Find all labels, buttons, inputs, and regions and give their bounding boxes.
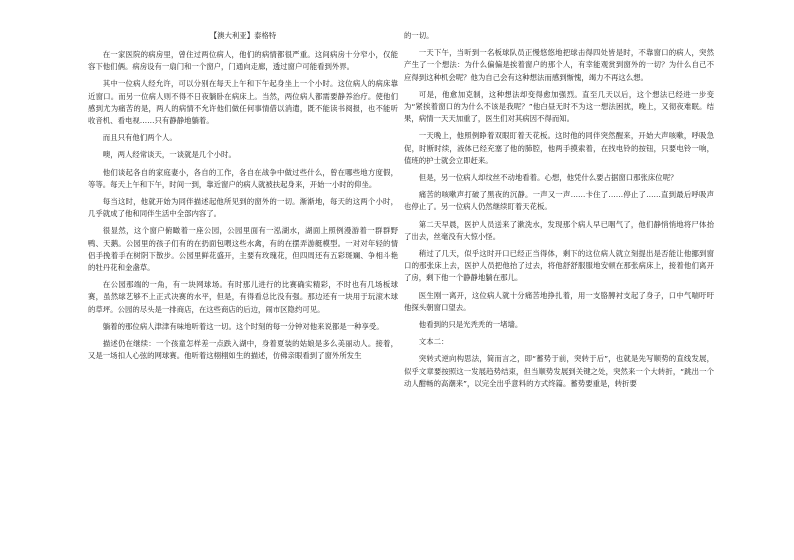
paragraph: 一天晚上，他照例睁着双眼盯着天花板。这时他的同伴突然醒来，开始大声咳嗽，呼吸急促，时断时续，液体已经充塞了他的肺腔，他两手摸索着，在找电铃的按钮，只要电铃一响，值班的护士就会立即赶来。 xyxy=(404,131,714,165)
paragraph: 在公园那端的一角，有一块网球场。有时那儿进行的比赛确实精彩，不时也有几场板球赛，虽然球艺够不上正式决赛的水平，但是，有得看总比没有强。那边还有一块用于玩滚木球的草坪。公园的尽头是一排商店，在这些商店的后边，闹市区隐约可见。 xyxy=(88,280,398,314)
paragraph: 躺着的那位病人津津有味地听着这一切。这个时刻的每一分钟对他来说都是一种享受。 xyxy=(102,321,384,331)
right-column xyxy=(404,30,714,395)
paragraph: 突转式逆向构思法，简而言之，即“蓄势于前，突转于后”，也就是先写顺势的直线发展，似乎文章要按照这一发展趋势结束，但当顺势发展到关键之处，突然来一个大转折，“跳出一个动人酣畅的高潮来”，以完全出乎意料的方式终篇。蓄势要重是，转折要 xyxy=(404,354,714,388)
paragraph: 但是，另一位病人却纹丝不动地看着。心想，他凭什么要占据窗口那张床位呢？ xyxy=(418,173,678,183)
section-label: 文本二： xyxy=(418,337,449,347)
paragraph: 每当这时，他就开始为同伴描述起他所见到的窗外的一切。渐渐地，每天的这两个小时，几乎就成了他和同伴生活中全部内容了。 xyxy=(88,197,398,219)
paragraph: 噢，两人经常谈天，一谈就是几个小时。 xyxy=(102,150,236,160)
paragraph: 可是，他愈加克制，这种想法却变得愈加强烈。直至几天以后，这个想法已经进一步变为“紧挨着窗口的为什么不该是我呢？”他白昼无时不为这一想法困扰，晚上，又彻夜难眠。结果，病情一天天加重了，医生们对其病因不得而知。 xyxy=(404,89,714,124)
paragraph: 的一切。 xyxy=(404,31,434,40)
story-title: 【澳大利亚】泰格特 xyxy=(209,31,277,40)
paragraph: 其中一位病人经允许，可以分别在每天上午和下午起身坐上一个小时。这位病人的病床靠近窗口。而另一位病人则不得不日夜躺卧在病床上。当然，两位病人都需要静养治疗。使他们感到尤为痛苦的是，两人的病情不允许他们做任何事情借以消遣，既不能读书阅报，也不能听收音机、看电视……只有静静地躺着。 xyxy=(88,79,398,126)
paragraph: 痛苦的咳嗽声打破了黑夜的沉静。一声又一声……卡住了……停止了……直到最后呼吸声也停止了。另一位病人仍然继续盯着天花板。 xyxy=(404,190,714,212)
paragraph: 在一家医院的病房里，曾住过两位病人，他们的病情都很严重。这间病房十分窄小，仅能容下他们俩。病房设有一扇门和一个窗户，门通向走廊，透过窗户可能看到外界。 xyxy=(88,50,398,72)
paragraph: 医生刚一离开，这位病人就十分痛苦地挣扎着，用一支胳膊衬支起了身子，口中气喘吁吁他探头朝窗口望去。 xyxy=(404,290,714,312)
paragraph: 描述仍在继续：一个孩童怎样差一点跌入湖中，身着夏装的姑娘是多么美丽动人。接着，又是一场扣人心弦的网球赛。他听着这栩栩如生的描述，仿佛亲眼看到了窗外所发生 xyxy=(88,339,398,361)
paragraph: 而且只有他们两个人。 xyxy=(102,133,177,143)
paragraph: 很显然，这个窗户俯瞰着一座公园，公园里面有一泓湖水，湖面上照例漫游着一群群野鸭、天鹅。公园里的孩子们有的在扔面包喂这些水禽，有的在摆弄游艇模型。一对对年轻的情侣手挽着手在树阴下散步。公园里鲜花盛开，主要有玫瑰花，但四周还有五彩斑斓、争相斗艳的牡丹花和金盏草。 xyxy=(88,226,398,273)
paragraph: 他看到的只是光秃秃的一堵墙。 xyxy=(418,320,523,330)
paragraph: 稍过了几天，似乎这时开口已经正当得体，剩下的这位病人就立刻提出是否能让他挪到窗口的那张床上去，医护人员把他抬了过去，将他舒舒服服地安顿在那张病床上，接着他们离开了房，剩下他一个静静地躺在那儿。 xyxy=(404,249,714,283)
paragraph: 第二天早晨，医护人员送来了漱洗水，发现那个病人早已咽气了，他们静悄悄地将尸体抬了出去，丝毫没有大惊小怪。 xyxy=(404,219,714,241)
paragraph: 他们谈起各自的家庭妻小，各自的工作，各自在战争中做过些什么，曾在哪些地方度假，等等。每天上午和下午，时间一到，靠近窗户的病人就被扶起身来，开始一小时的仰坐。 xyxy=(88,167,398,189)
left-column xyxy=(88,30,398,367)
paragraph: 一天下午，当听到一名板球队员正慢悠悠地把球击得四处皆是时，不靠窗口的病人，突然产生了一个想法：为什么偏偏是挨着窗户的那个人，有幸能观赏到窗外的一切？为什么自己不应得到这种机会呢？他为自己会有这种想法而感到惭愧，竭力不再这么想。 xyxy=(404,48,714,82)
